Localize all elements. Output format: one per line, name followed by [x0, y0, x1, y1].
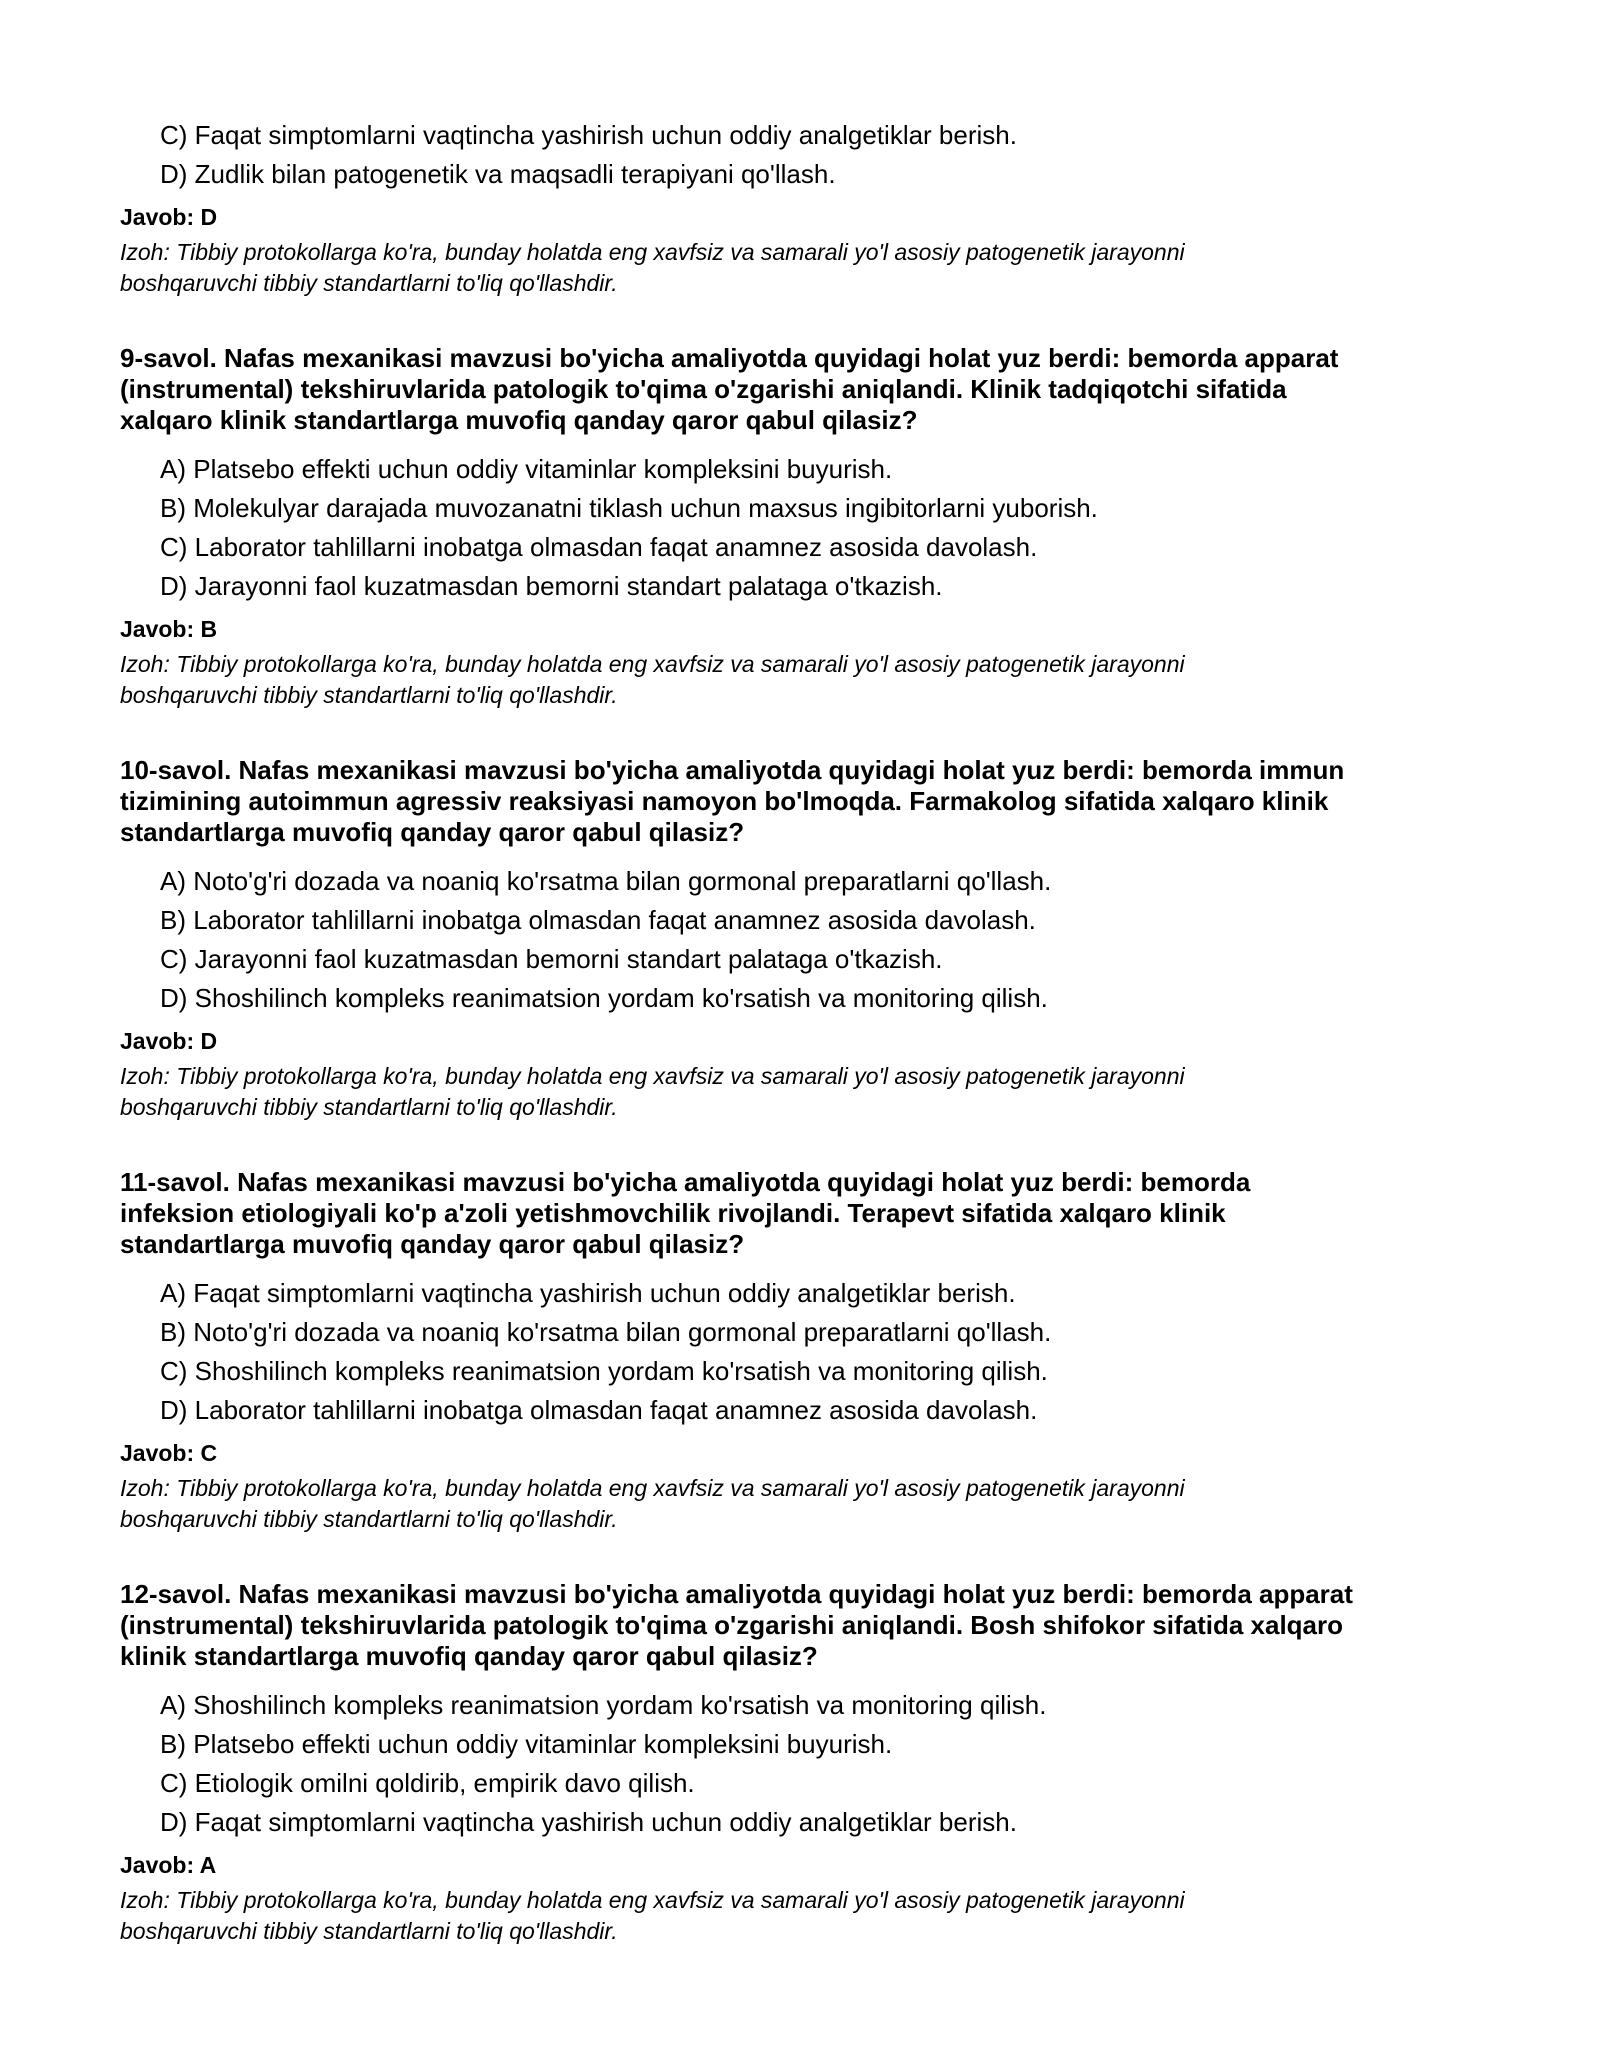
question-text: [120, 343, 1500, 436]
option-c: C) Shoshilinch kompleks reanimatsion yordam ko'rsatish va monitoring qilish.: [160, 1356, 1048, 1386]
explanation: [120, 237, 1500, 299]
question-line: 11-savol. Nafas mexanikasi mavzusi bo'yicha amaliyotda quyidagi holat yuz berdi: bemorda: [120, 1167, 1251, 1197]
question-10: [120, 755, 1500, 1123]
option-d: D) Shoshilinch kompleks reanimatsion yordam ko'rsatish va monitoring qilish.: [160, 983, 1048, 1013]
option-a: A) Platsebo effekti uchun oddiy vitaminlar kompleksini buyurish.: [160, 454, 893, 484]
question-text: [120, 1167, 1500, 1260]
option-b: B) Laborator tahlillarni inobatga olmasdan faqat anamnez asosida davolash.: [160, 905, 1036, 935]
option-d: D) Faqat simptomlarni vaqtincha yashirish uchun oddiy analgetiklar berish.: [160, 1807, 1017, 1837]
option-c: C) Faqat simptomlarni vaqtincha yashirish uchun oddiy analgetiklar berish.: [160, 120, 1017, 150]
option-b: B) Platsebo effekti uchun oddiy vitaminlar kompleksini buyurish.: [160, 1729, 893, 1759]
explanation-line: boshqaruvchi tibbiy standartlarni to'liq qo'llashdir.: [120, 1918, 618, 1944]
options-list: [120, 454, 1500, 601]
explanation: [120, 1885, 1500, 1947]
question-line: 9-savol. Nafas mexanikasi mavzusi bo'yicha amaliyotda quyidagi holat yuz berdi: bemorda apparat: [120, 343, 1339, 373]
option-b: B) Noto'g'ri dozada va noaniq ko'rsatma bilan gormonal preparatlarni qo'llash.: [160, 1317, 1052, 1347]
question-line: 10-savol. Nafas mexanikasi mavzusi bo'yicha amaliyotda quyidagi holat yuz berdi: bemorda immun: [120, 755, 1345, 785]
document-page: [120, 120, 1500, 1947]
options-list: [120, 1690, 1500, 1837]
explanation: [120, 649, 1500, 711]
explanation-line: Izoh: Tibbiy protokollarga ko'ra, bunday holatda eng xavfsiz va samarali yo'l asosiy patogenetik jarayonni: [120, 651, 1185, 677]
option-c: C) Laborator tahlillarni inobatga olmasdan faqat anamnez asosida davolash.: [160, 532, 1038, 562]
explanation-line: Izoh: Tibbiy protokollarga ko'ra, bunday holatda eng xavfsiz va samarali yo'l asosiy patogenetik jarayonni: [120, 1887, 1185, 1913]
question-line: (instrumental) tekshiruvlarida patologik to'qima o'zgarishi aniqlandi. Bosh shifokor sifatida xalqaro: [120, 1610, 1344, 1640]
answer-label: Javob: D: [120, 1028, 218, 1054]
option-a: A) Shoshilinch kompleks reanimatsion yordam ko'rsatish va monitoring qilish.: [160, 1690, 1047, 1720]
option-d: D) Jarayonni faol kuzatmasdan bemorni standart palataga o'tkazish.: [160, 571, 943, 601]
explanation-line: boshqaruvchi tibbiy standartlarni to'liq qo'llashdir.: [120, 1506, 618, 1532]
options-list: [120, 120, 1500, 189]
question-11: [120, 1167, 1500, 1535]
explanation: [120, 1061, 1500, 1123]
option-a: A) Faqat simptomlarni vaqtincha yashirish uchun oddiy analgetiklar berish.: [160, 1278, 1016, 1308]
answer-label: Javob: D: [120, 204, 218, 230]
option-d: D) Zudlik bilan patogenetik va maqsadli terapiyani qo'llash.: [160, 159, 836, 189]
answer-label: Javob: C: [120, 1440, 218, 1466]
question-9: [120, 343, 1500, 711]
question-text: [120, 1579, 1500, 1672]
question-12: [120, 1579, 1500, 1947]
question-8-continuation: [120, 120, 1500, 299]
question-line: standartlarga muvofiq qanday qaror qabul qilasiz?: [120, 817, 745, 847]
option-a: A) Noto'g'ri dozada va noaniq ko'rsatma bilan gormonal preparatlarni qo'llash.: [160, 866, 1052, 896]
explanation-line: Izoh: Tibbiy protokollarga ko'ra, bunday holatda eng xavfsiz va samarali yo'l asosiy patogenetik jarayonni: [120, 1475, 1185, 1501]
explanation: [120, 1473, 1500, 1535]
explanation-line: boshqaruvchi tibbiy standartlarni to'liq qo'llashdir.: [120, 270, 618, 296]
explanation-line: Izoh: Tibbiy protokollarga ko'ra, bunday holatda eng xavfsiz va samarali yo'l asosiy patogenetik jarayonni: [120, 1063, 1185, 1089]
options-list: [120, 866, 1500, 1013]
explanation-line: Izoh: Tibbiy protokollarga ko'ra, bunday holatda eng xavfsiz va samarali yo'l asosiy patogenetik jarayonni: [120, 239, 1185, 265]
answer-label: Javob: A: [120, 1852, 217, 1878]
question-text: [120, 755, 1500, 848]
answer-label: Javob: B: [120, 616, 218, 642]
explanation-line: boshqaruvchi tibbiy standartlarni to'liq qo'llashdir.: [120, 1094, 618, 1120]
explanation-line: boshqaruvchi tibbiy standartlarni to'liq qo'llashdir.: [120, 682, 618, 708]
option-c: C) Etiologik omilni qoldirib, empirik davo qilish.: [160, 1768, 695, 1798]
question-line: klinik standartlarga muvofiq qanday qaror qabul qilasiz?: [120, 1641, 818, 1671]
question-line: xalqaro klinik standartlarga muvofiq qanday qaror qabul qilasiz?: [120, 405, 918, 435]
question-line: tizimining autoimmun agressiv reaksiyasi namoyon bo'lmoqda. Farmakolog sifatida xalqaro klinik: [120, 786, 1329, 816]
question-line: infeksion etiologiyali ko'p a'zoli yetishmovchilik rivojlandi. Terapevt sifatida xalqaro klinik: [120, 1198, 1226, 1228]
question-line: standartlarga muvofiq qanday qaror qabul qilasiz?: [120, 1229, 745, 1259]
question-line: 12-savol. Nafas mexanikasi mavzusi bo'yicha amaliyotda quyidagi holat yuz berdi: bemorda apparat: [120, 1579, 1353, 1609]
option-d: D) Laborator tahlillarni inobatga olmasdan faqat anamnez asosida davolash.: [160, 1395, 1038, 1425]
options-list: [120, 1278, 1500, 1425]
option-c: C) Jarayonni faol kuzatmasdan bemorni standart palataga o'tkazish.: [160, 944, 943, 974]
option-b: B) Molekulyar darajada muvozanatni tiklash uchun maxsus ingibitorlarni yuborish.: [160, 493, 1098, 523]
question-line: (instrumental) tekshiruvlarida patologik to'qima o'zgarishi aniqlandi. Klinik tadqiqotchi sifatida: [120, 374, 1287, 404]
